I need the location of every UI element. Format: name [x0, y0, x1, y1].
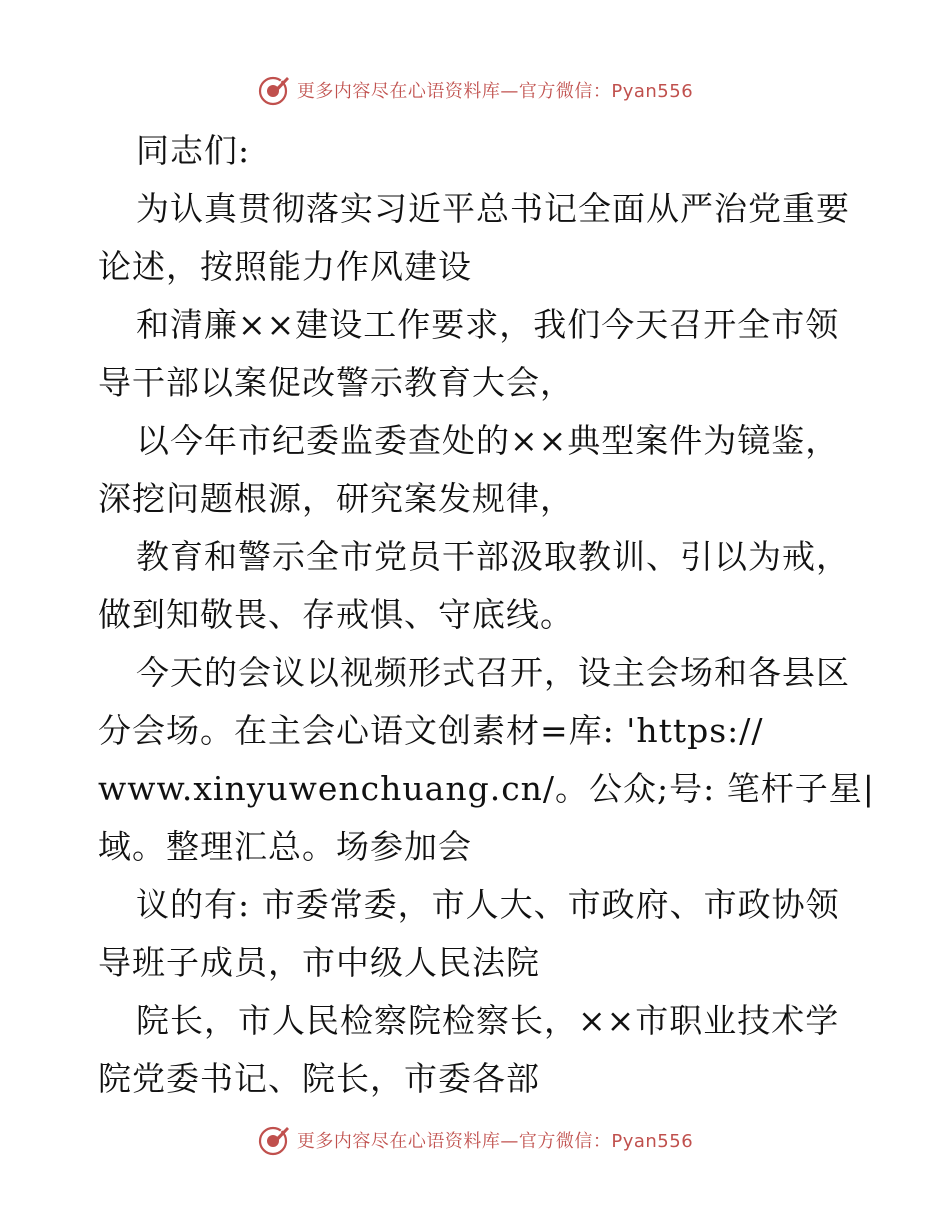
text-line: 以今年市纪委监委查处的××典型案件为镜鉴，	[136, 421, 840, 460]
text-line: 院党委书记、院长，市委各部	[98, 1059, 540, 1098]
watermark-text: 更多内容尽在心语资料库—官方微信：Pyan556	[296, 1131, 694, 1152]
text-line: 院长，市人民检察院检察长，××市职业技术学	[136, 1001, 840, 1040]
text-line: 深挖问题根源，研究案发规律，	[98, 479, 574, 518]
text-line: 做到知敬畏、存戒惧、守底线。	[98, 595, 574, 634]
text-line: 和清廉××建设工作要求，我们今天召开全市领	[136, 305, 840, 344]
text-line: 今天的会议以视频形式召开，设主会场和各县区	[136, 653, 850, 692]
watermark-text: 更多内容尽在心语资料库—官方微信：Pyan556	[296, 81, 694, 102]
footer-watermark	[0, 1120, 950, 1160]
text-line: 论述，按照能力作风建设	[98, 247, 472, 286]
text-line: 同志们:	[136, 131, 251, 170]
text-line: 导班子成员，市中级人民法院	[98, 943, 540, 982]
quill-pen-logo-icon	[257, 73, 291, 107]
text-line: 议的有: 市委常委，市人大、市政府、市政协领	[136, 885, 840, 924]
text-line: 为认真贯彻落实习近平总书记全面从严治党重要	[136, 189, 850, 228]
text-line: 教育和警示全市党员干部汲取教训、引以为戒，	[136, 537, 850, 576]
text-line: www.xinyuwenchuang.cn/。公众;号: 笔杆子星|	[98, 769, 875, 808]
text-line: 域。整理汇总。场参加会	[98, 827, 472, 866]
text-line: 导干部以案促改警示教育大会，	[98, 363, 574, 402]
text-line: 分会场。在主会心语文创素材=库: 'https://	[98, 711, 764, 750]
quill-pen-logo-icon	[257, 1123, 291, 1157]
header-watermark	[0, 70, 950, 110]
